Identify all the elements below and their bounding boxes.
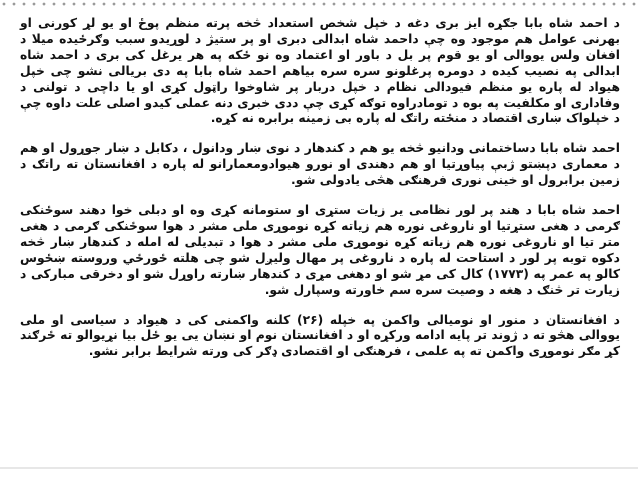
paragraph-2 [20,141,620,189]
paragraph-4 [20,313,620,361]
paragraph-text: د افغانستان د منور او نومیالی واکمن په خپله (۲۶) کلنه واکمنی کی د هیواد د سیاسی او ملی یووالی هڅو ته د ژوند تر پایه ادامه ورکړه او د افغانستان نوم او نښان یی یو ځل بیا نړیوالو ته ځرګند کړ مګر نوموړی واکمن ته په علمی ، فرهنګی او اقتصادی ډګر کی ورته شرایط برابر نشو. [20,312,620,359]
paragraph-1 [20,16,620,127]
decorative-dot-border [0,0,638,10]
decorative-bottom-line [0,465,638,471]
paragraph-text: احمد شاه بابا دساختمانی ودانیو څخه یو هم د کندهار د نوی ښار ودانول ، دکابل د ښار جوړول او هم د معماری دپښتو ژبې پیاوړتیا او هم دهندی او نورو هیوادومعمارانو له پاره د افغانستان ته راتګ د زمین برابرول او خینی نوری فرهنګی هڅی یادولی شو. [20,141,620,188]
body-text [20,16,620,374]
paragraph-text: احمد شاه بابا د هند پر لور نظامی یر زیات ستړی او ستومانه کړی وه او دبلی خوا دهند سوځنکی ګرمی د هغی ستړتیا او ناروغی نوره هم زیاته کړه نوموړی ملی مشر د هوا سوځنکی ګرمی د هغی متر تیا او ناروغی نوره هم زیاته کړه نوموړی ملی مشر د هوا د تبدیلی له امله د کندهار ښار څخه دکوه توبه پر لور د استاحت له پاره د ناروغی پر مهال ولیږل شو چی هلته ځورځي وروسته ښځوس کالو په عمر په (۱۷۷۳) کال کی مړ شو او دهغی مړی د کندهار ښارته راوړل شو او دخرقی مبارکی د زیارت تر څنګ د هغه د وصیت سره سم خاورته وسپارل شو. [20,203,620,297]
paragraph-3 [20,203,620,298]
paragraph-text: د احمد شاه بابا جګړه ایز بری دغه د خپل شخص استعداد څخه پرته منظم پوځ او یو لړ کورنی او بهرنی عوامل هم موجود وه چې داحمد شاه ابدالی دبری او پر ستیژ د لوړیدو سبب وګرځیده میلا د افغان ولس یووالی او یو قوم پر بل د باور او اعتماد وه نو ځکه په هر یرغل کی بری د احمد شاه ابدالی په نصیب کیده د دومره پرغلونو سره سره بیاهم احمد شاه بابا په دی بریالی نشو چی خپل هیواد له پاره یو منظم فیودالی نظام د خپل دربار پر شاوخوا راټول کړی او یا داچی د تولنی د وفاداری او مکلفیت په بوه د تومادراوه توګه کړی چې ددی خبری دنه عملی کیدو اصلی علت داوه چې د خپلواک ښاری اقتصاد د منځته راتګ له پاره بی زمینه برابره نه کړه. [20,16,620,126]
